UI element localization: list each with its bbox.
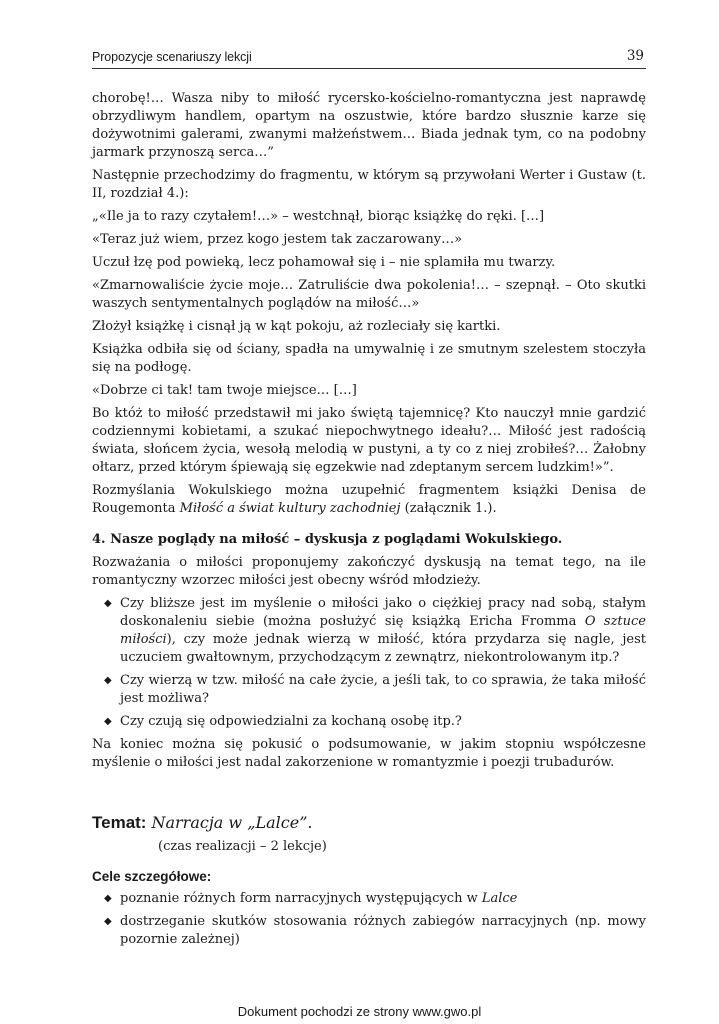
quote-paragraph: Złożył książkę i cisnął ją w kąt pokoju, aż rozleciały się kartki. xyxy=(92,319,501,334)
paragraph: Na koniec można się pokusić o podsumowanie, w jakim stopniu współczesne myślenie o miłości jest nadal zakorzenione w romantyzmie i poezji trubadurów. xyxy=(92,737,646,770)
diamond-bullet-icon: ◆ xyxy=(104,916,112,927)
paragraph: Rozważania o miłości proponujemy zakończyć dyskusją na temat tego, na ile romantyczny wzorzec miłości jest obecny wśród młodzieży. xyxy=(92,555,646,588)
page-header xyxy=(92,48,646,69)
quote-paragraph: «Teraz już wiem, przez kogo jestem tak zaczarowany…» xyxy=(92,232,463,247)
list-item xyxy=(92,595,646,667)
quote-paragraph: «Dobrze ci tak! tam twoje miejsce… […] xyxy=(92,383,357,398)
source-footer: Dokument pochodzi ze strony www.gwo.pl xyxy=(237,1004,482,1019)
list-item xyxy=(92,913,646,949)
paragraph xyxy=(92,482,646,518)
diamond-bullet-icon: ◆ xyxy=(104,893,112,904)
paragraph: chorobę!… Wasza niby to miłość rycersko-kościelno-romantyczna jest naprawdę obrzydliwym handlem, opartym na oszustwie, które bardzo słusznie karze się dożywotnimi galerami, zwanymi małżeństwem… Biada jednak tym, co na podobny jarmark przynoszą serca…” xyxy=(92,91,646,160)
book-title: O sztuce miłości xyxy=(120,614,646,647)
paragraph: Następnie przechodzimy do fragmentu, w którym są przywołani Werter i Gustaw (t. II, rozdział 4.): xyxy=(92,168,646,201)
list-item-text: dostrzeganie skutków stosowania różnych zabiegów narracyjnych (np. mowy pozornie zależnej) xyxy=(120,914,646,947)
diamond-bullet-icon: ◆ xyxy=(104,716,112,727)
book-title: Lalce xyxy=(481,891,518,906)
objectives-list xyxy=(92,890,646,949)
main-text xyxy=(92,90,646,772)
topic-duration: (czas realizacji – 2 lekcje) xyxy=(158,839,327,854)
topic-title: Narracja w „Lalce”. xyxy=(151,813,313,832)
text-fragment: (załącznik 1.). xyxy=(400,501,497,516)
quote-paragraph: Uczuł łzę pod powieką, lecz pohamował się i – nie splamiła mu twarzy. xyxy=(92,255,556,270)
discussion-questions xyxy=(92,595,646,731)
section-heading: 4. Nasze poglądy na miłość – dyskusja z poglądami Wokulskiego. xyxy=(92,532,563,547)
topic-line xyxy=(92,812,646,834)
list-item xyxy=(92,713,646,731)
lesson-topic xyxy=(92,812,646,856)
text-fragment: Rozmyślania Wokulskiego można uzupełnić fragmentem książki Denisa de Rougemonta xyxy=(92,483,646,516)
objectives xyxy=(92,868,646,954)
quote-paragraph: Książka odbiła się od ściany, spadła na umywalnię i ze smutnym szelestem stoczyła się na podłogę. xyxy=(92,342,646,375)
diamond-bullet-icon: ◆ xyxy=(104,598,112,609)
book-title: Miłość a świat kultury zachodniej xyxy=(179,501,401,516)
list-item-text: Czy czują się odpowiedzialni za kochaną osobę itp.? xyxy=(120,714,462,729)
text-fragment: ), czy może jednak wierzą w miłość, która przydarza się nagle, jest uczuciem gwałtownym, przychodzącym z zewnątrz, niekontrolowanym itp.? xyxy=(120,632,646,665)
diamond-bullet-icon: ◆ xyxy=(104,675,112,686)
objectives-heading: Cele szczegółowe: xyxy=(92,869,212,884)
quote-paragraph: „«Ile ja to razy czytałem!…» – westchnął, biorąc książkę do ręki. […] xyxy=(92,209,545,224)
list-item xyxy=(92,890,646,908)
text-fragment: Czy bliższe jest im myślenie o miłości jako o ciężkiej pracy nad sobą, stałym doskonaleniu siebie (można posłużyć się książką Ericha Fromma xyxy=(120,596,646,629)
list-item-text: Czy wierzą w tzw. miłość na całe życie, a jeśli tak, to co sprawia, że taka miłość jest możliwa? xyxy=(120,673,646,706)
list-item xyxy=(92,672,646,708)
running-title: Propozycje scenariuszy lekcji xyxy=(92,50,252,64)
page-number: 39 xyxy=(626,48,644,64)
topic-label: Temat: xyxy=(92,813,147,832)
quote-paragraph: «Zmarnowaliście życie moje… Zatruliście dwa pokolenia!… – szepnął. – Oto skutki waszych sentymentalnych poglądów na miłość…» xyxy=(92,278,646,311)
quote-paragraph: Bo któż to miłość przedstawił mi jako świętą tajemnicę? Kto nauczył mnie gardzić codziennymi kobietami, a szukać niepochwytnego ideału?… Miłość jest radością świata, słońcem życia, wesołą melodią w pustyni, a ty co z niej zrobiłeś?… Żałobny ołtarz, przed którym śpiewają się egzekwie nad zdeptanym sercem ludzkim!»”. xyxy=(92,406,646,475)
text-fragment: poznanie różnych form narracyjnych występujących w xyxy=(120,891,482,906)
